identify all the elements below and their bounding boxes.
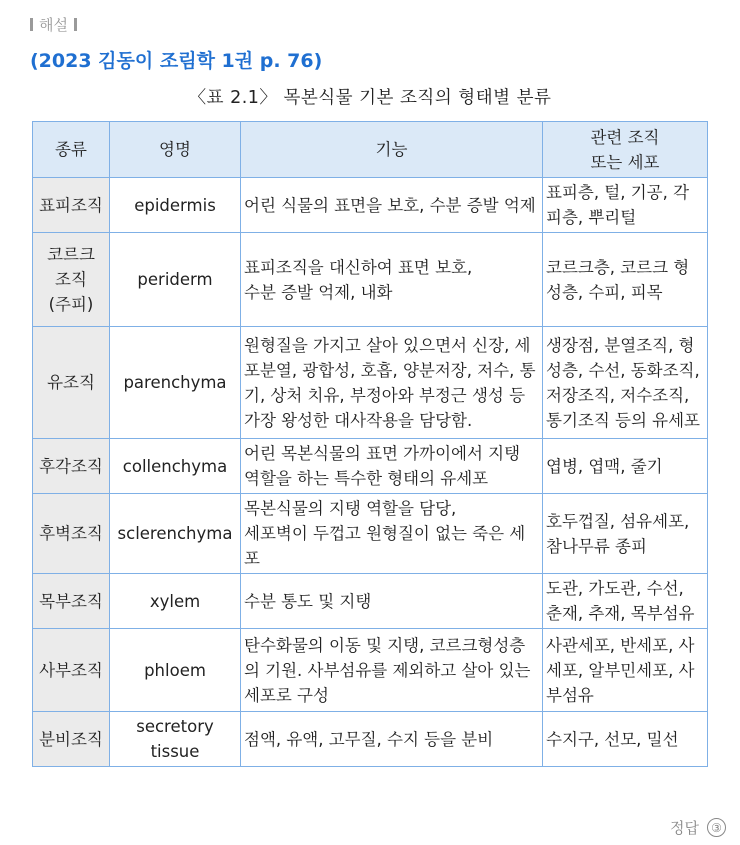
header-cells: 관련 조직 또는 세포 — [543, 122, 708, 178]
cells-cell: 사관세포, 반세포, 사세포, 알부민세포, 사부섬유 — [543, 629, 708, 712]
cells-cell: 도관, 가도관, 수선, 춘재, 추재, 목부섬유 — [543, 574, 708, 629]
kind-cell: 목부조직 — [33, 574, 110, 629]
func-cell: 표피조직을 대신하여 표면 보호, 수분 증발 억제, 내화 — [241, 233, 543, 327]
eng-cell: sclerenchyma — [110, 494, 241, 574]
func-cell: 원형질을 가지고 살아 있으면서 신장, 세포분열, 광합성, 호흡, 양분저장, 저수, 통기, 상처 치유, 부정아와 부정근 생성 등 가장 왕성한 대사작용을 담당함. — [241, 327, 543, 439]
table-row — [33, 574, 708, 629]
table-row — [33, 494, 708, 574]
tag-bar-left — [30, 18, 33, 31]
eng-cell: phloem — [110, 629, 241, 712]
func-cell: 수분 통도 및 지탱 — [241, 574, 543, 629]
cells-cell: 수지구, 선모, 밀선 — [543, 712, 708, 767]
func-cell: 어린 목본식물의 표면 가까이에서 지탱 역할을 하는 특수한 형태의 유세포 — [241, 439, 543, 494]
func-cell: 목본식물의 지탱 역할을 담당, 세포벽이 두껍고 원형질이 없는 죽은 세포 — [241, 494, 543, 574]
section-tag — [30, 14, 77, 35]
tag-bar-right — [74, 18, 77, 31]
func-cell: 탄수화물의 이동 및 지탱, 코르크형성층의 기원. 사부섬유를 제외하고 살아 있는 세포로 구성 — [241, 629, 543, 712]
answer — [670, 817, 726, 838]
eng-cell: periderm — [110, 233, 241, 327]
table-row — [33, 327, 708, 439]
table-row — [33, 178, 708, 233]
table-row — [33, 712, 708, 767]
cells-cell: 엽병, 엽맥, 줄기 — [543, 439, 708, 494]
eng-cell: collenchyma — [110, 439, 241, 494]
cells-cell: 호두껍질, 섬유세포, 참나무류 종피 — [543, 494, 708, 574]
tissue-table — [32, 121, 708, 767]
answer-label: 정답 — [670, 819, 699, 837]
answer-value: ③ — [707, 818, 726, 837]
kind-cell: 사부조직 — [33, 629, 110, 712]
cells-cell: 생장점, 분열조직, 형성층, 수선, 동화조직, 저장조직, 저수조직, 통기조직 등의 유세포 — [543, 327, 708, 439]
table-row — [33, 629, 708, 712]
header-eng: 영명 — [110, 122, 241, 178]
kind-cell: 후각조직 — [33, 439, 110, 494]
kind-cell: 유조직 — [33, 327, 110, 439]
table-row — [33, 233, 708, 327]
table-header-row — [33, 122, 708, 178]
func-cell: 어린 식물의 표면을 보호, 수분 증발 억제 — [241, 178, 543, 233]
cells-cell: 코르크층, 코르크 형성층, 수피, 피목 — [543, 233, 708, 327]
source-reference: (2023 김동이 조림학 1권 p. 76) — [30, 50, 323, 72]
eng-cell: epidermis — [110, 178, 241, 233]
eng-cell: parenchyma — [110, 327, 241, 439]
eng-cell: secretory tissue — [110, 712, 241, 767]
eng-cell: xylem — [110, 574, 241, 629]
table-caption: 〈표 2.1〉 목본식물 기본 조직의 형태별 분류 — [188, 88, 552, 108]
kind-cell: 분비조직 — [33, 712, 110, 767]
header-func: 기능 — [241, 122, 543, 178]
section-tag-label: 해설 — [39, 16, 68, 34]
kind-cell: 코르크 조직 (주피) — [33, 233, 110, 327]
table-row — [33, 439, 708, 494]
kind-cell: 표피조직 — [33, 178, 110, 233]
kind-cell: 후벽조직 — [33, 494, 110, 574]
func-cell: 점액, 유액, 고무질, 수지 등을 분비 — [241, 712, 543, 767]
header-kind: 종류 — [33, 122, 110, 178]
cells-cell: 표피층, 털, 기공, 각피층, 뿌리털 — [543, 178, 708, 233]
